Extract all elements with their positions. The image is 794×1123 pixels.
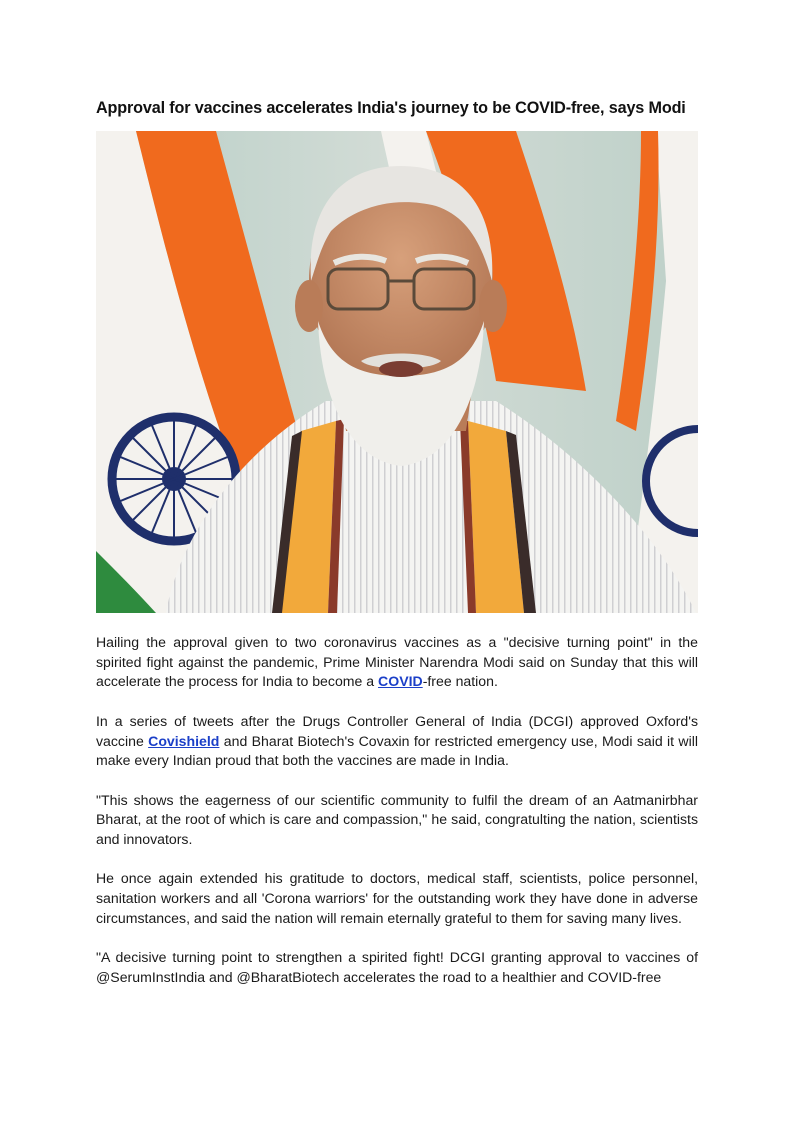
covid-link[interactable]: COVID xyxy=(378,673,423,690)
article-title: Approval for vaccines accelerates India's journey to be COVID-free, says Modi xyxy=(96,99,686,117)
news-photo-icon xyxy=(96,131,698,613)
article-photo xyxy=(96,131,698,613)
paragraph-1: Hailing the approval given to two coronavirus vaccines as a "decisive turning point" in the spirited fight against the pandemic, Prime Minister Narendra Modi said on Sunday that this will accelerate the process for India to become a COVID-free nation. xyxy=(96,634,698,690)
paragraph-4: He once again extended his gratitude to doctors, medical staff, scientists, police personnel, sanitation workers and all 'Corona warriors' for the outstanding work they have done in adverse circumstances, and said the nation will remain eternally grateful to them for saving many lives. xyxy=(96,870,698,926)
paragraph-3: "This shows the eagerness of our scientific community to fulfil the dream of an Aatmanirbhar Bharat, at the root of which is care and compassion," he said, congratulting the nation, scientists and innovators. xyxy=(96,791,698,847)
paragraph-5: "A decisive turning point to strengthen a spirited fight! DCGI granting approval to vaccines of @SerumInstIndia and @BharatBiotech accelerates the road to a healthier and COVID-free xyxy=(96,949,698,985)
paragraph-2: In a series of tweets after the Drugs Controller General of India (DCGI) approved Oxford's vaccine Covishield and Bharat Biotech's Covaxin for restricted emergency use, Modi said it will make every Indian proud that both the vaccines are made in India. xyxy=(96,712,699,769)
covishield-link[interactable]: Covishield xyxy=(148,732,220,749)
article-body xyxy=(96,633,698,1007)
